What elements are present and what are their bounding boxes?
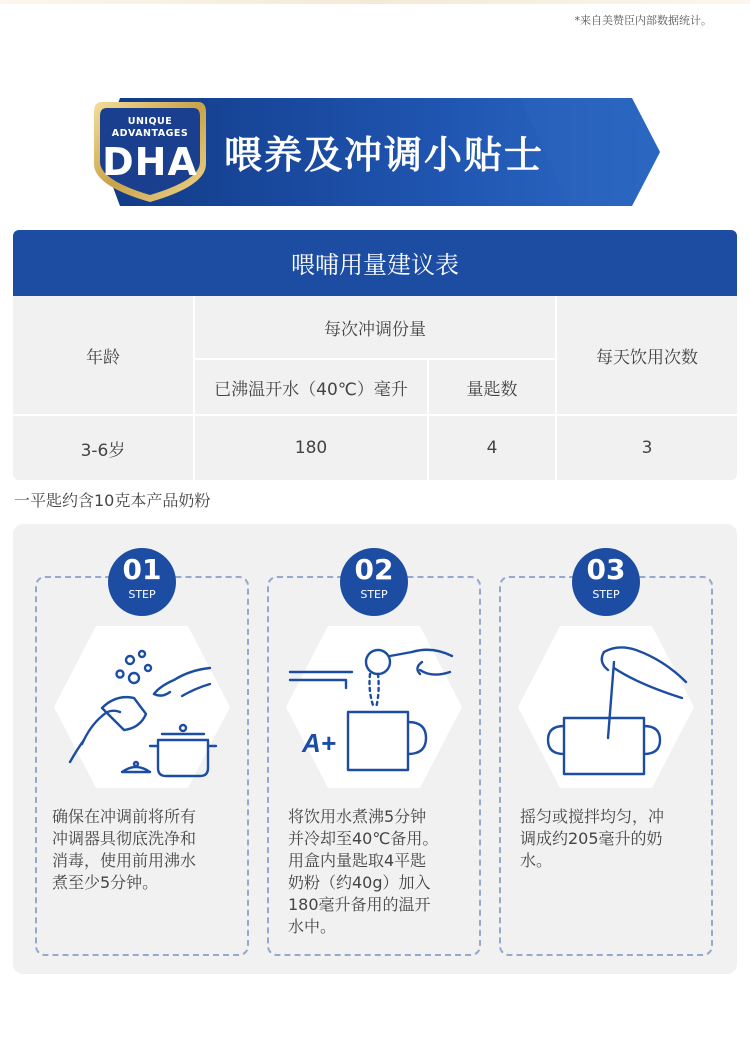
step-3-text [520,806,664,872]
text-line: 将饮用水煮沸5分钟 [288,807,427,826]
step-badge-3 [572,548,640,616]
badge-text-advantages: ADVANTAGES [111,128,189,139]
header-water: 已沸温开水（40℃）毫升 [214,379,408,400]
text-line: 确保在冲调前将所有 [52,807,197,826]
scoop-note: 一平匙约含10克本产品奶粉 [14,491,211,510]
grid-line [193,296,195,480]
row-scoops: 4 [486,438,498,458]
text-line: 消毒，使用前用沸水 [52,851,197,870]
text-line: 摇匀或搅拌均匀，冲 [520,807,665,826]
header-age: 年龄 [86,347,120,368]
text-line: 水。 [520,851,553,870]
wash-utensils-icon [50,622,234,792]
text-line: 并冷却至40℃备用。 [288,829,439,848]
feeding-table [13,230,737,480]
data-source-footnote: *来自美赞臣内部数据统计。 [574,14,712,27]
header-scoops: 量匙数 [466,379,518,400]
header-daily-times: 每天饮用次数 [596,347,698,368]
step-label: STEP [592,588,620,601]
dha-badge [88,94,212,206]
text-line: 水中。 [288,917,337,936]
header-per-serving: 每次冲调份量 [324,319,426,340]
step-label: STEP [360,588,388,601]
step-2-text [288,806,438,938]
row-age: 3-6岁 [80,440,126,461]
step-number: 01 [122,553,162,586]
step-number: 02 [354,553,394,586]
text-line: 用盒内量匙取4平匙 [288,851,427,870]
grid-line [427,358,429,480]
text-line: 冲调器具彻底洗净和 [52,829,197,848]
row-daily-times: 3 [641,438,653,458]
row-water: 180 [294,438,328,458]
step-badge-2 [340,548,408,616]
top-gold-strip [0,0,750,4]
step-badge-1 [108,548,176,616]
stir-milk-icon [514,622,698,792]
text-line: 180毫升备用的温开 [288,895,431,914]
step-number: 03 [586,553,626,586]
banner-title: 喂养及冲调小贴士 [224,133,545,177]
grid-line [555,296,557,480]
add-powder-icon [282,622,466,792]
table-title: 喂哺用量建议表 [13,230,737,296]
grid-line [193,358,557,360]
can-label: A+ [302,728,336,758]
text-line: 奶粉（约40g）加入 [288,873,431,892]
step-1-text [52,806,196,894]
badge-text-dha: DHA [102,140,198,184]
grid-line [13,414,737,416]
badge-text-unique: UNIQUE [127,116,173,127]
step-label: STEP [128,588,156,601]
text-line: 煮至少5分钟。 [52,873,159,892]
text-line: 调成约205毫升的奶 [520,829,663,848]
